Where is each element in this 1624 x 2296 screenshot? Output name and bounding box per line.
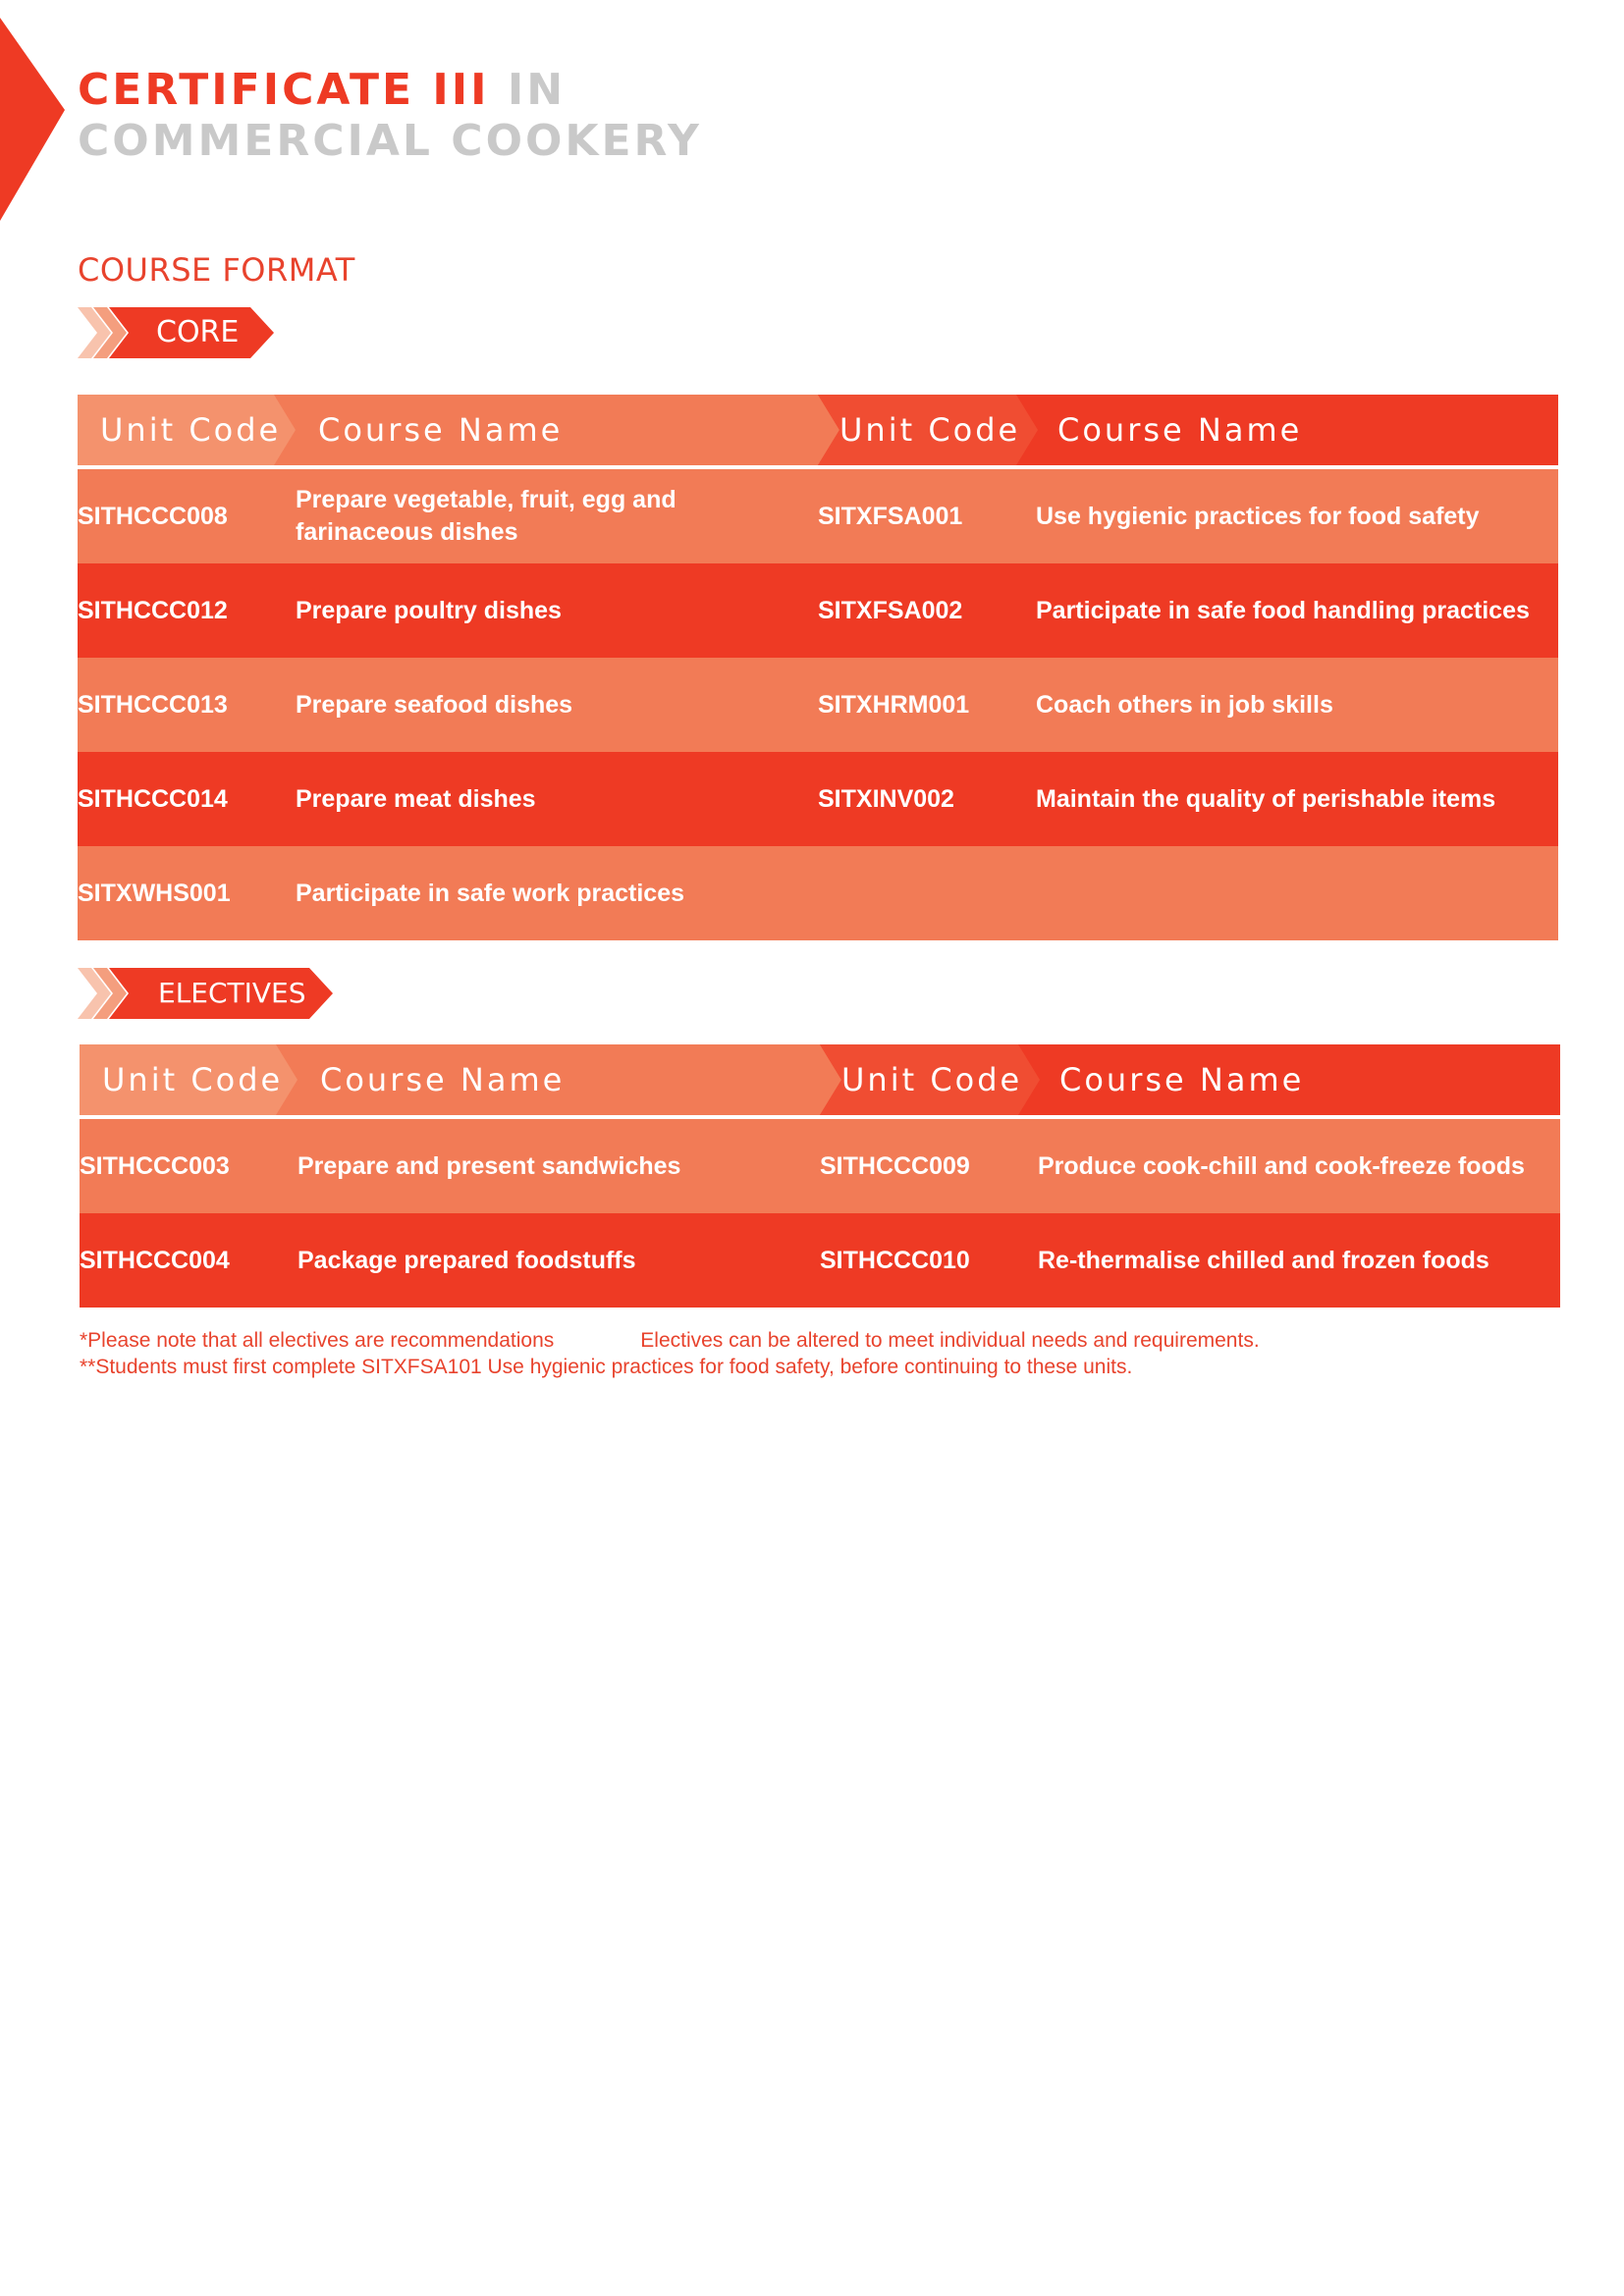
unit-code: SITHCCC010	[820, 1213, 1038, 1308]
core-header-unit-code-1: Unit Code	[100, 411, 282, 449]
table-row	[80, 1119, 1560, 1213]
electives-header-course-name-2: Course Name	[1059, 1061, 1305, 1098]
course-name: Participate in safe work practices	[296, 846, 818, 940]
unit-code: SITHCCC003	[80, 1119, 298, 1213]
electives-tag-label: ELECTIVES	[158, 977, 306, 1009]
unit-code: SITXFSA002	[818, 563, 1036, 658]
course-format-heading: COURSE FORMAT	[78, 251, 355, 289]
document-title	[78, 65, 702, 167]
unit-code: SITXFSA001	[818, 469, 1036, 563]
course-name: Participate in safe food handling practices	[1036, 563, 1558, 658]
course-name: Prepare meat dishes	[296, 752, 818, 846]
title-line1-main: CERTIFICATE III	[78, 65, 490, 115]
course-name: Maintain the quality of perishable items	[1036, 752, 1558, 846]
course-name: Prepare poultry dishes	[296, 563, 818, 658]
unit-code: SITHCCC009	[820, 1119, 1038, 1213]
unit-code: SITHCCC008	[78, 469, 296, 563]
course-name: Use hygienic practices for food safety	[1036, 469, 1558, 563]
table-row	[78, 752, 1558, 846]
core-header-course-name-1: Course Name	[318, 411, 564, 449]
unit-code: SITXHRM001	[818, 658, 1036, 752]
unit-code: SITHCCC014	[78, 752, 296, 846]
core-header-course-name-2: Course Name	[1057, 411, 1303, 449]
prerequisite-note: **Students must first complete SITXFSA101 Use hygienic practices for food safety, before continuing to these units.	[80, 1356, 1133, 1378]
electives-header-row	[80, 1044, 1560, 1115]
unit-code: SITXWHS001	[78, 846, 296, 940]
course-name: Package prepared foodstuffs	[298, 1213, 820, 1308]
core-section-tag	[78, 307, 274, 358]
table-row	[80, 1213, 1560, 1308]
table-row	[78, 658, 1558, 752]
title-line2: COMMERCIAL COOKERY	[78, 116, 702, 166]
electives-header-course-name-1: Course Name	[320, 1061, 566, 1098]
header-arrow-bar	[80, 1044, 1560, 1115]
core-header-unit-code-2: Unit Code	[839, 411, 1021, 449]
unit-code: SITHCCC004	[80, 1213, 298, 1308]
table-row	[78, 563, 1558, 658]
course-name: Produce cook-chill and cook-freeze foods	[1038, 1119, 1560, 1213]
course-name: Prepare seafood dishes	[296, 658, 818, 752]
electives-section-tag	[78, 968, 333, 1019]
table-row	[78, 846, 1558, 940]
table-row	[78, 469, 1558, 563]
course-name	[1036, 846, 1558, 940]
course-name: Re-thermalise chilled and frozen foods	[1038, 1213, 1560, 1308]
electives-note	[80, 1329, 1260, 1353]
unit-code	[818, 846, 1036, 940]
electives-header-unit-code-1: Unit Code	[102, 1061, 284, 1098]
header-arrow-bar	[78, 395, 1558, 465]
unit-code: SITXINV002	[818, 752, 1036, 846]
course-name: Prepare and present sandwiches	[298, 1119, 820, 1213]
electives-units-table	[80, 1044, 1560, 1308]
core-units-table	[78, 395, 1558, 940]
course-name: Prepare vegetable, fruit, egg and farinaceous dishes	[296, 469, 818, 563]
electives-note-part1: *Please note that all electives are recommendations	[80, 1329, 555, 1352]
electives-header-unit-code-2: Unit Code	[841, 1061, 1023, 1098]
side-arrow-decoration	[0, 0, 69, 221]
unit-code: SITHCCC012	[78, 563, 296, 658]
course-name: Coach others in job skills	[1036, 658, 1558, 752]
core-tag-label: CORE	[156, 315, 240, 349]
unit-code: SITHCCC013	[78, 658, 296, 752]
core-header-row	[78, 395, 1558, 465]
title-line1-suffix: IN	[507, 65, 567, 115]
electives-note-part2: Electives can be altered to meet individual needs and requirements.	[640, 1329, 1260, 1352]
